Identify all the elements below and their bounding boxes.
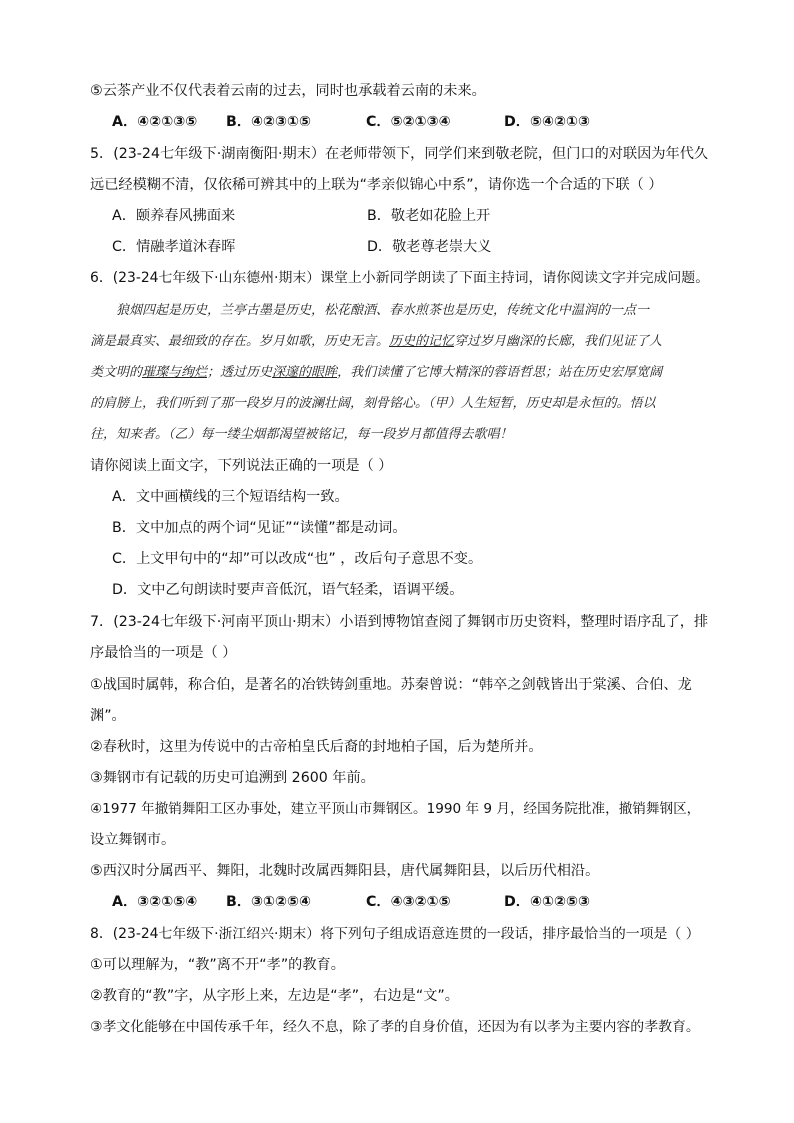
- q4-option-d: D．⑤④②①③: [504, 114, 591, 130]
- q6-underlined-phrase-3: 深邃的眼眸: [272, 365, 338, 380]
- q5-stem-line-2: 远已经模糊不清，仅依稀可辨其中的上联为“孝亲似锦心中系”，请你选一个合适的下联（ ）: [90, 177, 663, 193]
- q5-option-a: A．颐养春风拂面来: [112, 208, 236, 224]
- q6-option-b: B．文中加点的两个词“见证”“读懂”都是动词。: [112, 520, 407, 536]
- q7-option-a: A．③②①⑤④: [112, 894, 198, 910]
- q6-option-d: D．文中乙句朗读时要声音低沉，语气轻柔，语调平缓。: [112, 582, 464, 598]
- q7-stem-line-1: 7．(23-24七年级下·河南平顶山·期末）小语到博物馆查阅了舞钢市历史资料，整理时语序乱了，排: [90, 614, 709, 630]
- q6-question: 请你阅读上面文字，下列说法正确的一项是（ ）: [90, 458, 393, 474]
- q6-passage-text: ；透过历史: [207, 365, 273, 380]
- q6-passage-text: 类文明的: [90, 365, 143, 380]
- q6-option-c: C．上文甲句中的“却”可以改成“也” ，改后句子意思不变。: [112, 551, 483, 567]
- q7-item-3: ③舞钢市有记载的历史可追溯到 2600 年前。: [90, 770, 375, 786]
- q4-option-b: B．④②③①⑤: [226, 114, 312, 130]
- q6-passage-line-1: 狼烟四起是历史，兰亭古墨是历史，松花酿酒、春水煎茶也是历史，传统文化中温润的一点一: [116, 303, 650, 318]
- q8-item-3: ③孝文化能够在中国传承千年，经久不息，除了孝的自身价值，还因为有以孝为主要内容的孝教育。: [90, 1019, 700, 1035]
- q4-options: [112, 112, 590, 132]
- q5-stem-line-1: 5．(23-24七年级下·湖南衡阳·期末）在老师带领下，同学们来到敬老院，但门口的对联因为年代久: [90, 146, 709, 162]
- q8-stem: 8．(23-24七年级下·浙江绍兴·期末）将下列句子组成语意连贯的一段话，排序最恰当的一项是（ ）: [90, 926, 700, 942]
- q6-passage-line-3: [90, 363, 662, 383]
- q6-underlined-phrase-1: 历史的记忆: [389, 334, 455, 349]
- q6-passage-line-2: [90, 332, 662, 352]
- q6-passage-line-5: 往，知来者。（乙）每一缕尘烟都渴望被铭记，每一段岁月都值得去歌唱！: [90, 427, 513, 442]
- q6-passage-line-4: 的肩膀上，我们听到了那一段岁月的波澜壮阔，刻骨铭心。（甲）人生短暂，历史却是永恒的。悟以: [90, 396, 656, 411]
- q7-item-1-line-1: ①战国时属韩，称合伯，是著名的冶铁铸剑重地。苏秦曾说：“韩卒之剑戟皆出于棠溪、合伯、龙: [90, 677, 692, 693]
- q6-stem: 6．(23-24七年级下·山东德州·期末）课堂上小新同学朗读了下面主持词，请你阅读文字并完成问题。: [90, 270, 710, 286]
- q5-option-d: D．敬老尊老崇大义: [367, 239, 492, 255]
- q7-options: [112, 892, 590, 912]
- q4-option-a: A．④②①③⑤: [112, 114, 198, 130]
- q7-option-b: B．③①②⑤④: [226, 894, 312, 910]
- q5-option-b: B．敬老如花脸上开: [367, 208, 491, 224]
- q4-option-c: C．⑤②①③④: [366, 114, 451, 130]
- q7-item-4-line-1: ④1977 年撤销舞阳工区办事处，建立平顶山市舞钢区。1990 年 9 月，经国务院批准，撤销舞钢区，: [90, 801, 701, 817]
- q7-item-1-line-2: 渊”。: [90, 708, 126, 724]
- q7-item-2: ②春秋时，这里为传说中的古帝柏皇氏后裔的封地柏子国，后为楚所并。: [90, 739, 543, 755]
- q8-item-1: ①可以理解为，“教”离不开“孝”的教育。: [90, 957, 345, 973]
- q7-option-d: D．④①②⑤③: [504, 894, 591, 910]
- q7-item-4-line-2: 设立舞钢市。: [90, 832, 176, 848]
- q6-option-a: A．文中画横线的三个短语结构一致。: [112, 489, 349, 505]
- q6-passage-text: 穿过岁月幽深的长廊，我们见证了人: [454, 334, 663, 349]
- q7-item-5: ⑤西汉时分属西平、舞阳，北魏时改属西舞阳县，唐代属舞阳县，以后历代相沿。: [90, 863, 600, 879]
- q6-underlined-phrase-2: 璀璨与绚烂: [142, 365, 208, 380]
- q7-stem-line-2: 序最恰当的一项是（ ）: [90, 645, 237, 661]
- q6-passage-text: ，我们读懂了它博大精深的蓉语哲思；站在历史宏厚宽阔: [337, 365, 663, 380]
- q5-option-c: C．情融孝道沐春晖: [112, 239, 236, 255]
- q7-option-c: C．④③②①⑤: [366, 894, 451, 910]
- q8-item-2: ②教育的“教”字，从字形上来，左边是“孝”，右边是“文”。: [90, 988, 459, 1004]
- q6-passage-text: 滴是最真实、最细致的存在。岁月如歌，历史无言。: [90, 334, 390, 349]
- q4-item-5: ⑤云茶产业不仅代表着云南的过去，同时也承载着云南的未来。: [90, 83, 486, 99]
